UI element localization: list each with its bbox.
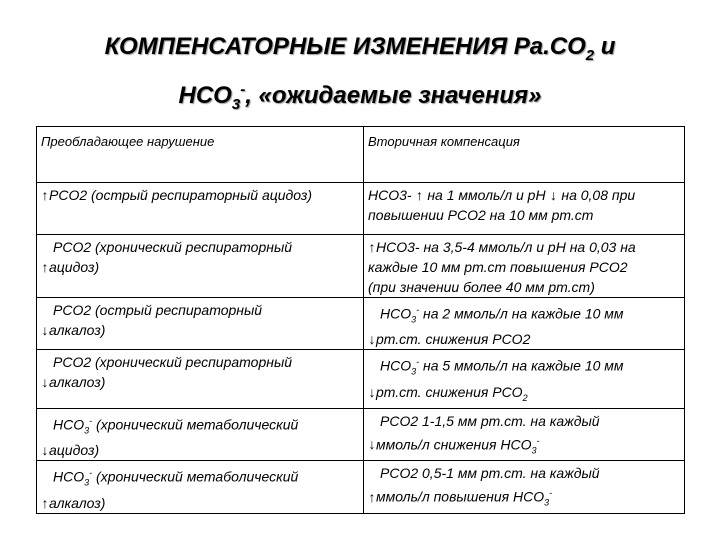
arrow-up-icon: ↑	[368, 488, 376, 505]
table-row	[37, 461, 685, 513]
cell-compensation: PCO2 1-1,5 мм рт.ст. на каждый ↓ммоль/л снижения $HCO_3^-$	[364, 408, 685, 460]
arrow-down-icon: ↓	[41, 374, 49, 391]
table-row	[37, 408, 685, 460]
table-row	[37, 350, 685, 408]
table-row	[37, 183, 685, 235]
cell-disorder: PCO2 (хронический респираторный ↓алкалоз)	[37, 350, 364, 408]
header-secondary-compensation: Вторичная компенсация	[364, 127, 685, 183]
arrow-up-icon: ↑	[415, 187, 423, 203]
cell-compensation: HCO3- ↑ на 1 ммоль/л и pH ↓ на 0,08 при повышении PCO2 на 10 мм рт.ст	[364, 183, 685, 235]
table-row	[37, 298, 685, 350]
header-primary-disorder: Преобладающее нарушение	[37, 127, 364, 183]
cell-disorder: ↑PCO2 (острый респираторный ацидоз)	[37, 183, 364, 235]
page-title	[0, 30, 720, 122]
cell-compensation: $HCO_3^-$ на 5 ммоль/л на каждые 10 мм ↓рт.ст. снижения $PCO_2$	[364, 350, 685, 408]
cell-compensation: PCO2 0,5-1 мм рт.ст. на каждый ↑ммоль/л повышения $HCO_3^-$	[364, 461, 685, 513]
arrow-up-icon: ↑	[368, 239, 376, 255]
arrow-up-icon: ↑	[41, 494, 49, 511]
compensation-table	[36, 126, 685, 514]
arrow-down-icon: ↓	[41, 322, 49, 338]
cell-compensation: $HCO_3^-$ на 2 ммоль/л на каждые 10 мм ↓рт.ст. снижения PCO2	[364, 298, 685, 350]
arrow-down-icon: ↓	[368, 331, 376, 348]
title-line-2: $HCO_3^-$, «ожидаемые значения»	[178, 80, 542, 113]
cell-disorder: PCO2 (острый респираторный ↓алкалоз)	[37, 298, 364, 350]
arrow-down-icon: ↓	[41, 442, 49, 459]
cell-disorder: $HCO_3^-$ (хронический метаболический ↑алкалоз)	[37, 461, 364, 513]
cell-disorder: $HCO_3^-$ (хронический метаболический ↓ацидоз)	[37, 408, 364, 460]
table-header-row	[37, 127, 685, 183]
arrow-down-icon: ↓	[368, 383, 376, 400]
arrow-down-icon: ↓	[368, 436, 376, 453]
title-line-1: КОМПЕНСАТОРНЫЕ ИЗМЕНЕНИЯ $Pa.CO_2$ и	[104, 33, 616, 64]
arrow-up-icon: ↑	[41, 259, 49, 275]
cell-disorder: PCO2 (хронический респираторный ↑ацидоз)	[37, 235, 364, 298]
arrow-up-icon: ↑	[41, 187, 49, 203]
cell-compensation: ↑HCO3- на 3,5-4 ммоль/л и pH на 0,03 на каждые 10 мм рт.ст повышения PCO2 (при значении более 40 мм рт.ст)	[364, 235, 685, 298]
arrow-down-icon: ↓	[549, 187, 557, 203]
table-row	[37, 235, 685, 298]
